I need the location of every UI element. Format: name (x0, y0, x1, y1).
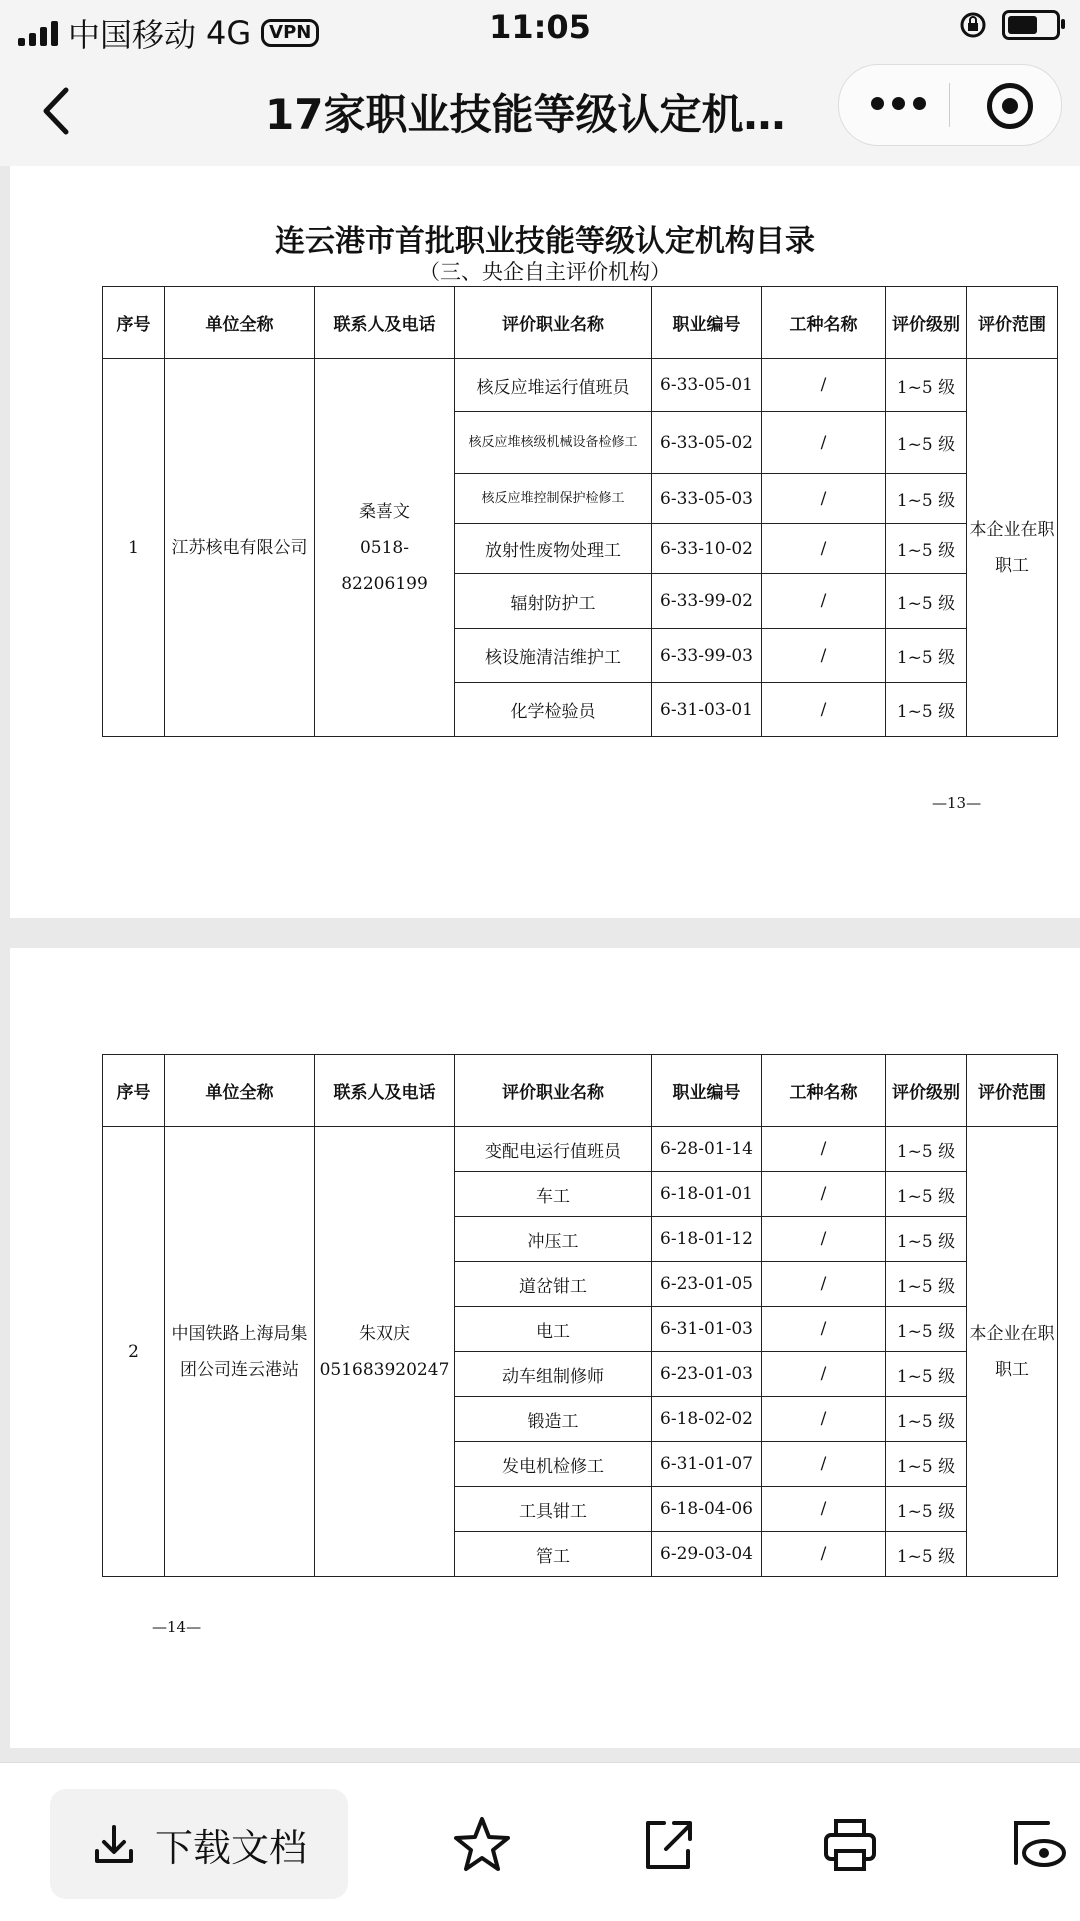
table-row (103, 1127, 1058, 1172)
document-title: 连云港市首批职业技能等级认定机构目录 (275, 224, 815, 259)
target-icon[interactable] (987, 83, 1033, 129)
document-subtitle: （三、央企自主评价机构） (419, 260, 671, 284)
type-cell: / (762, 629, 886, 683)
code-cell: 6-18-02-02 (652, 1397, 762, 1442)
more-icon[interactable] (871, 97, 926, 110)
occupation-cell: 动车组制修师 (455, 1352, 652, 1397)
level-cell: 1~5 级 (886, 1397, 967, 1442)
mini-program-capsule (838, 64, 1062, 146)
table-header-row (103, 1055, 1058, 1127)
code-cell: 6-33-05-02 (652, 412, 762, 474)
table-header-row (103, 287, 1058, 359)
contact-phone: 051683920247 (319, 1359, 450, 1380)
vpn-icon: VPN (261, 19, 319, 47)
code-cell: 6-31-03-01 (652, 683, 762, 737)
level-cell: 1~5 级 (886, 412, 967, 474)
clock: 11:05 (489, 8, 591, 46)
contact-cell (315, 1127, 455, 1577)
page-number: —13— (932, 794, 982, 812)
code-cell: 6-29-03-04 (652, 1532, 762, 1577)
star-icon[interactable] (450, 1813, 514, 1877)
type-cell: / (762, 412, 886, 474)
level-cell: 1~5 级 (886, 1487, 967, 1532)
type-cell: / (762, 1172, 886, 1217)
type-cell: / (762, 683, 886, 737)
level-cell: 1~5 级 (886, 1217, 967, 1262)
institution-table (102, 286, 1058, 737)
header-code: 职业编号 (652, 1055, 762, 1127)
header-occupation: 评价职业名称 (455, 287, 652, 359)
header-seq: 序号 (103, 287, 165, 359)
header-contact: 联系人及电话 (315, 287, 455, 359)
status-bar (0, 0, 1080, 56)
header-contact: 联系人及电话 (315, 1055, 455, 1127)
print-icon[interactable] (818, 1813, 882, 1877)
header-scope: 评价范围 (967, 287, 1058, 359)
occupation-cell: 道岔钳工 (455, 1262, 652, 1307)
level-cell: 1~5 级 (886, 474, 967, 524)
scope-cell: 本企业在职职工 (967, 1127, 1058, 1577)
header-type: 工种名称 (762, 287, 886, 359)
occupation-cell: 化学检验员 (455, 683, 652, 737)
occupation-cell: 电工 (455, 1307, 652, 1352)
code-cell: 6-33-05-03 (652, 474, 762, 524)
type-cell: / (762, 1217, 886, 1262)
type-cell: / (762, 1487, 886, 1532)
contact-name: 桑喜文 (359, 501, 410, 522)
institution-table (102, 1054, 1058, 1577)
contact-name: 朱双庆 (359, 1323, 410, 1344)
occupation-cell: 核反应堆核级机械设备检修工 (455, 412, 652, 474)
code-cell: 6-28-01-14 (652, 1127, 762, 1172)
code-cell: 6-18-01-12 (652, 1217, 762, 1262)
back-icon[interactable] (30, 76, 90, 146)
share-icon[interactable] (636, 1813, 700, 1877)
level-cell: 1~5 级 (886, 1532, 967, 1577)
table-row (103, 359, 1058, 412)
contact-cell (315, 359, 455, 737)
header-code: 职业编号 (652, 287, 762, 359)
level-cell: 1~5 级 (886, 629, 967, 683)
occupation-cell: 核反应堆运行值班员 (455, 359, 652, 412)
level-cell: 1~5 级 (886, 1442, 967, 1487)
download-label: 下载文档 (154, 1825, 307, 1870)
bottom-toolbar (0, 1762, 1080, 1921)
header-level: 评价级别 (886, 1055, 967, 1127)
type-cell: / (762, 1307, 886, 1352)
download-button[interactable] (50, 1789, 348, 1899)
code-cell: 6-33-05-01 (652, 359, 762, 412)
type-cell: / (762, 1397, 886, 1442)
page-title: 17家职业技能等级认定机… (265, 90, 786, 139)
seq-cell: 2 (103, 1127, 165, 1577)
level-cell: 1~5 级 (886, 1352, 967, 1397)
occupation-cell: 变配电运行值班员 (455, 1127, 652, 1172)
type-cell: / (762, 574, 886, 629)
level-cell: 1~5 级 (886, 1307, 967, 1352)
occupation-cell: 发电机检修工 (455, 1442, 652, 1487)
page-number: —14— (152, 1618, 202, 1636)
download-icon (91, 1821, 137, 1867)
occupation-cell: 放射性废物处理工 (455, 524, 652, 574)
occupation-cell: 锻造工 (455, 1397, 652, 1442)
code-cell: 6-18-01-01 (652, 1172, 762, 1217)
type-cell: / (762, 1262, 886, 1307)
header-scope: 评价范围 (967, 1055, 1058, 1127)
network-type: 4G (206, 14, 252, 52)
level-cell: 1~5 级 (886, 1262, 967, 1307)
document-page-13 (10, 166, 1080, 918)
type-cell: / (762, 524, 886, 574)
org-cell: 江苏核电有限公司 (165, 359, 315, 737)
document-page-14 (10, 948, 1080, 1748)
type-cell: / (762, 1442, 886, 1487)
type-cell: / (762, 1352, 886, 1397)
battery-icon (1002, 10, 1060, 40)
level-cell: 1~5 级 (886, 359, 967, 412)
level-cell: 1~5 级 (886, 524, 967, 574)
header-level: 评价级别 (886, 287, 967, 359)
nav-bar (0, 56, 1080, 166)
occupation-cell: 工具钳工 (455, 1487, 652, 1532)
code-cell: 6-23-01-05 (652, 1262, 762, 1307)
preview-icon[interactable] (1004, 1813, 1068, 1877)
occupation-cell: 车工 (455, 1172, 652, 1217)
type-cell: / (762, 474, 886, 524)
header-seq: 序号 (103, 1055, 165, 1127)
code-cell: 6-18-04-06 (652, 1487, 762, 1532)
occupation-cell: 冲压工 (455, 1217, 652, 1262)
type-cell: / (762, 359, 886, 412)
scope-cell: 本企业在职职工 (967, 359, 1058, 737)
org-cell: 中国铁路上海局集团公司连云港站 (165, 1127, 315, 1577)
code-cell: 6-33-99-02 (652, 574, 762, 629)
carrier: 中国移动 (68, 16, 197, 54)
header-type: 工种名称 (762, 1055, 886, 1127)
code-cell: 6-23-01-03 (652, 1352, 762, 1397)
lock-rotation-icon (958, 10, 988, 40)
level-cell: 1~5 级 (886, 683, 967, 737)
contact-phone: 0518-82206199 (341, 537, 428, 594)
type-cell: / (762, 1532, 886, 1577)
code-cell: 6-33-99-03 (652, 629, 762, 683)
code-cell: 6-31-01-03 (652, 1307, 762, 1352)
occupation-cell: 核设施清洁维护工 (455, 629, 652, 683)
occupation-cell: 辐射防护工 (455, 574, 652, 629)
level-cell: 1~5 级 (886, 1127, 967, 1172)
header-org: 单位全称 (165, 287, 315, 359)
header-org: 单位全称 (165, 1055, 315, 1127)
occupation-cell: 管工 (455, 1532, 652, 1577)
seq-cell: 1 (103, 359, 165, 737)
level-cell: 1~5 级 (886, 1172, 967, 1217)
code-cell: 6-31-01-07 (652, 1442, 762, 1487)
type-cell: / (762, 1127, 886, 1172)
header-occupation: 评价职业名称 (455, 1055, 652, 1127)
code-cell: 6-33-10-02 (652, 524, 762, 574)
occupation-cell: 核反应堆控制保护检修工 (455, 474, 652, 524)
level-cell: 1~5 级 (886, 574, 967, 629)
